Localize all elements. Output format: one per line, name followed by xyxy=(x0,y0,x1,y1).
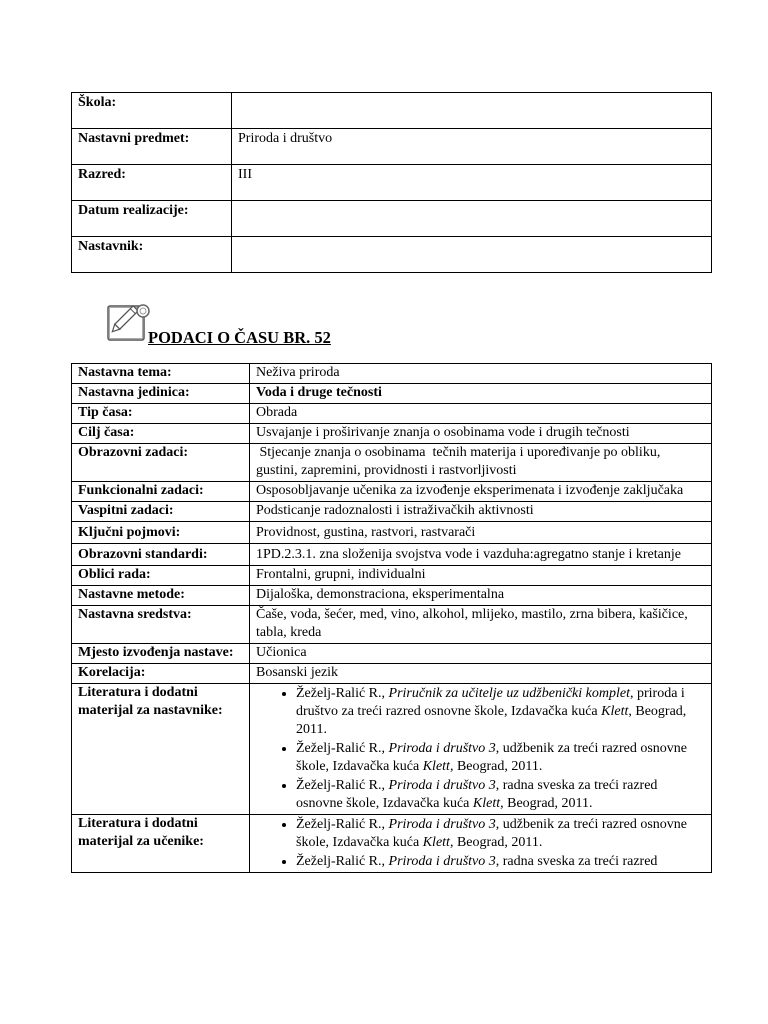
ref-text: , Beograd, 2011. xyxy=(449,835,543,850)
school-info-table xyxy=(71,92,712,273)
cell-value: Podsticanje radoznalosti i istraživačkih aktivnosti xyxy=(250,502,712,522)
ref-text: , udžbenik za treći razred osnovne škole, Izdavačka kuća xyxy=(296,817,687,850)
cell-value: Dijaloška, demonstraciona, eksperimentalna xyxy=(250,586,712,606)
subject-value: Priroda i društvo xyxy=(232,129,712,165)
ref-publisher: Klett xyxy=(422,835,450,850)
ref-publisher: Klett xyxy=(472,796,501,811)
subject-label: Nastavni predmet: xyxy=(72,129,232,165)
ref-text: , radna sveska za treći razred xyxy=(495,854,658,869)
cell-label: Nastavna tema: xyxy=(72,364,250,384)
ref-author: Žeželj-Ralić R., xyxy=(296,686,389,701)
teacher-label: Nastavnik: xyxy=(72,237,232,273)
list-item xyxy=(296,776,705,813)
ref-text: , priroda i društvo za treći razred osnovne škole, Izdavačka kuća xyxy=(296,686,685,719)
list-item xyxy=(296,684,705,739)
ref-text: , radna sveska za treći razred osnovne škole, Izdavačka kuća xyxy=(296,778,658,811)
cell-value: Voda i druge tečnosti xyxy=(250,384,712,404)
table-row xyxy=(72,664,712,684)
cell-value: Učionica xyxy=(250,644,712,664)
table-row xyxy=(72,165,712,201)
ref-publisher: Klett xyxy=(422,759,450,774)
school-label: Škola: xyxy=(72,93,232,129)
cell-label: Cilj časa: xyxy=(72,424,250,444)
cell-value: 1PD.2.3.1. zna složenija svojstva vode i vazduha:agregatno stanje i kretanje xyxy=(250,544,712,566)
cell-label: Nastavne metode: xyxy=(72,586,250,606)
school-value xyxy=(232,93,712,129)
table-row xyxy=(72,815,712,873)
ref-publisher: Klett xyxy=(601,704,629,719)
table-row xyxy=(72,684,712,815)
table-row xyxy=(72,364,712,384)
table-row xyxy=(72,93,712,129)
cell-value: Providnost, gustina, rastvori, rastvarači xyxy=(250,522,712,544)
table-row xyxy=(72,424,712,444)
list-item xyxy=(296,852,705,871)
cell-label: Vaspitni zadaci: xyxy=(72,502,250,522)
lesson-details-table xyxy=(71,363,712,873)
cell-value: Čaše, voda, šećer, med, vino, alkohol, mlijeko, mastilo, zrna bibera, kašičice, tabla, kreda xyxy=(250,606,712,644)
table-row xyxy=(72,482,712,502)
cell-label: Funkcionalni zadaci: xyxy=(72,482,250,502)
table-row xyxy=(72,444,712,482)
ref-author: Žeželj-Ralić R., xyxy=(296,741,389,756)
cell-value: Frontalni, grupni, individualni xyxy=(250,566,712,586)
table-row xyxy=(72,566,712,586)
cell-label: Mjesto izvođenja nastave: xyxy=(72,644,250,664)
cell-value: Stjecanje znanja o osobinama tečnih materija i upoređivanje po obliku, gustini, zapremini, providnosti i rastvorljivosti xyxy=(250,444,712,482)
list-item xyxy=(296,815,705,852)
cell-label: Nastavna sredstva: xyxy=(72,606,250,644)
ref-text: , udžbenik za treći razred osnovne škole, Izdavačka kuća xyxy=(296,741,687,774)
literature-teachers-list xyxy=(250,684,705,813)
ref-title: Priroda i društvo 3 xyxy=(388,854,496,869)
ref-text: , Beograd, 2011. xyxy=(500,796,593,811)
ref-title: Priroda i društvo 3 xyxy=(388,741,496,756)
cell-value: Osposobljavanje učenika za izvođenje eksperimenata i izvođenje zaključaka xyxy=(250,482,712,502)
cell-value: Neživa priroda xyxy=(250,364,712,384)
ref-author: Žeželj-Ralić R., xyxy=(296,817,389,832)
lesson-title: PODACI O ČASU BR. 52 xyxy=(148,328,331,347)
date-label: Datum realizacije: xyxy=(72,201,232,237)
table-row xyxy=(72,606,712,644)
date-value xyxy=(232,201,712,237)
teacher-value xyxy=(232,237,712,273)
table-row xyxy=(72,129,712,165)
table-row xyxy=(72,502,712,522)
cell-value: Bosanski jezik xyxy=(250,664,712,684)
table-row xyxy=(72,384,712,404)
table-row xyxy=(72,644,712,664)
cell-label: Oblici rada: xyxy=(72,566,250,586)
cell-value: Obrada xyxy=(250,404,712,424)
grade-label: Razred: xyxy=(72,165,232,201)
ref-title: Priroda i društvo 3 xyxy=(388,778,496,793)
cell-value: Usvajanje i proširivanje znanja o osobinama vode i drugih tečnosti xyxy=(250,424,712,444)
table-row xyxy=(72,237,712,273)
cell-label: Obrazovni zadaci: xyxy=(72,444,250,482)
ref-title: Priručnik za učitelje uz udžbenički komplet xyxy=(388,686,630,701)
ref-title: Priroda i društvo 3 xyxy=(388,817,496,832)
literature-students-label: Literatura i dodatni materijal za učenike: xyxy=(72,815,250,873)
cell-label: Tip časa: xyxy=(72,404,250,424)
ref-text: , Beograd, 2011. xyxy=(296,704,687,737)
cell-label: Ključni pojmovi: xyxy=(72,522,250,544)
table-row xyxy=(72,522,712,544)
literature-students-list-cell xyxy=(250,815,712,873)
table-row xyxy=(72,586,712,606)
table-row xyxy=(72,544,712,566)
ref-text: , Beograd, 2011. xyxy=(449,759,543,774)
lesson-heading xyxy=(104,302,374,346)
cell-label: Nastavna jedinica: xyxy=(72,384,250,404)
literature-students-list xyxy=(250,815,705,871)
table-row xyxy=(72,404,712,424)
cell-label: Korelacija: xyxy=(72,664,250,684)
pencil-box-icon xyxy=(106,302,150,349)
ref-author: Žeželj-Ralić R., xyxy=(296,854,389,869)
list-item xyxy=(296,739,705,776)
literature-teachers-label: Literatura i dodatni materijal za nastavnike: xyxy=(72,684,250,815)
grade-value: III xyxy=(232,165,712,201)
cell-label: Obrazovni standardi: xyxy=(72,544,250,566)
ref-author: Žeželj-Ralić R., xyxy=(296,778,389,793)
literature-teachers-list-cell xyxy=(250,684,712,815)
table-row xyxy=(72,201,712,237)
